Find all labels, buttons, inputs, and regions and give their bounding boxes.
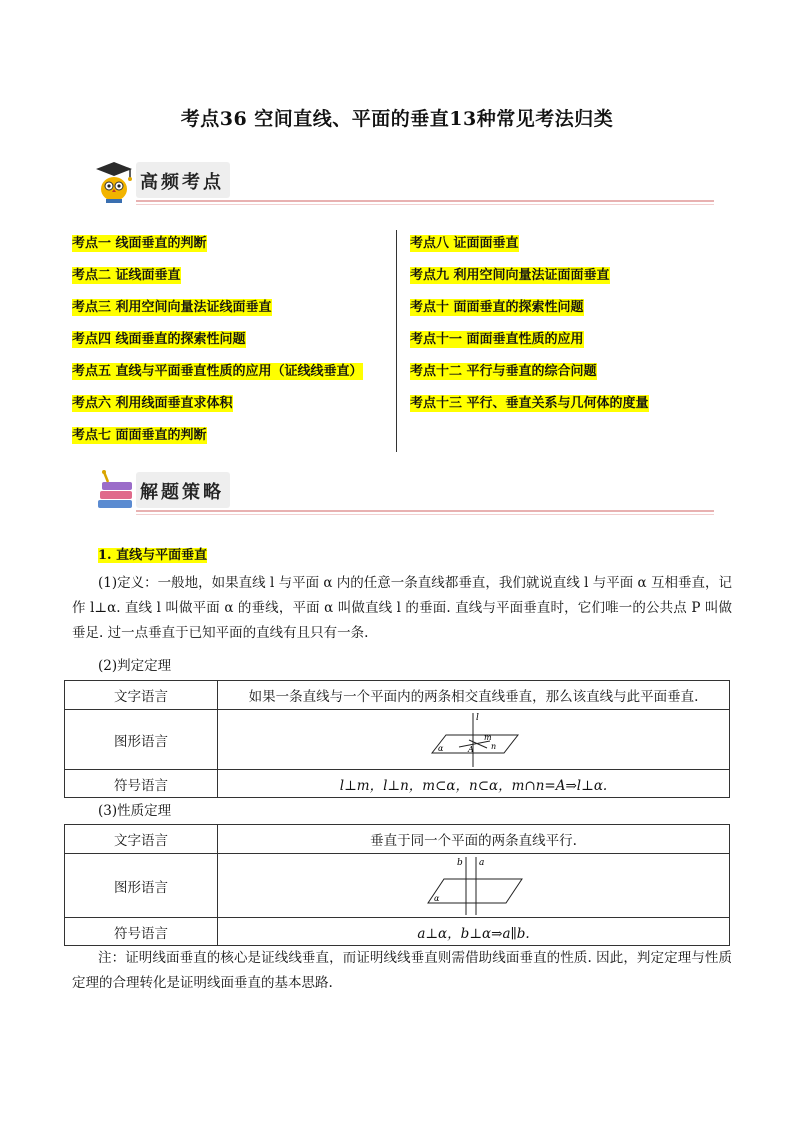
toc-item[interactable]: 考点七 面面垂直的判断 bbox=[72, 428, 207, 443]
figure-cell bbox=[218, 710, 730, 770]
table-key: 图形语言 bbox=[65, 710, 218, 770]
table-key: 文字语言 bbox=[65, 681, 218, 710]
figure-label-a-point: A bbox=[467, 744, 474, 754]
toc-item[interactable]: 考点十二 平行与垂直的综合问题 bbox=[410, 364, 597, 379]
table-key: 图形语言 bbox=[65, 854, 218, 918]
toc-item[interactable]: 考点八 证面面垂直 bbox=[410, 236, 519, 251]
line-perpendicular-plane-figure bbox=[414, 711, 534, 769]
figure-label-a: a bbox=[478, 857, 484, 868]
figure-label-alpha: α bbox=[437, 743, 443, 753]
property-theorem-table bbox=[64, 824, 730, 946]
figure-cell bbox=[218, 854, 730, 918]
judgement-theorem-table bbox=[64, 680, 730, 798]
note-paragraph: 注：证明线面垂直的核心是证线线垂直，而证明线线垂直则需借助线面垂直的性质. 因此，判定定理与性质定理的合理转化是证明线面垂直的基本思路. bbox=[72, 950, 732, 991]
table-key: 符号语言 bbox=[65, 918, 218, 946]
banner-strategy bbox=[90, 470, 714, 520]
banner-strategy-label: 解题策略 bbox=[140, 482, 224, 503]
figure-label-l: l bbox=[475, 712, 479, 723]
figure-label-b: b bbox=[456, 857, 463, 868]
property-heading: (3)性质定理 bbox=[98, 803, 172, 819]
judgement-heading: (2)判定定理 bbox=[98, 658, 172, 674]
toc-item[interactable]: 考点十三 平行、垂直关系与几何体的度量 bbox=[410, 396, 649, 411]
table-value: 垂直于同一个平面的两条直线平行. bbox=[218, 825, 730, 854]
toc-item[interactable]: 考点十一 面面垂直性质的应用 bbox=[410, 332, 584, 347]
definition-paragraph: (1)定义：一般地，如果直线 l 与平面 α 内的任意一条直线都垂直，我们就说直线 l 与平面 α 互相垂直，记作 l⊥α. 直线 l 叫做平面 α 的垂线，平面 α 叫做直线 l 的垂面. 直线与平面垂直时，它们唯一的公共点 P 叫做垂足. 过一点垂直于已知平面的直线有且只有一条. bbox=[72, 575, 732, 641]
toc-item[interactable]: 考点一 线面垂直的判断 bbox=[72, 236, 207, 251]
toc-right-column bbox=[410, 228, 649, 420]
table-value: 如果一条直线与一个平面内的两条相交直线垂直，那么该直线与此平面垂直. bbox=[218, 681, 730, 710]
toc-item[interactable]: 考点四 线面垂直的探索性问题 bbox=[72, 332, 246, 347]
figure-label-alpha: α bbox=[433, 893, 439, 903]
parallel-perpendiculars-figure bbox=[414, 855, 534, 917]
toc-item[interactable]: 考点二 证线面垂直 bbox=[72, 268, 181, 283]
table-key: 文字语言 bbox=[65, 825, 218, 854]
toc-item[interactable]: 考点九 利用空间向量法证面面垂直 bbox=[410, 268, 610, 283]
toc-left-column bbox=[72, 228, 363, 452]
toc-divider bbox=[396, 230, 397, 452]
table-value: l⊥m，l⊥n，m⊂α，n⊂α，m∩n=A⇒l⊥α. bbox=[218, 770, 730, 798]
banner-high-frequency-label: 高频考点 bbox=[140, 172, 224, 193]
toc-item[interactable]: 考点十 面面垂直的探索性问题 bbox=[410, 300, 584, 315]
book-stack-icon bbox=[94, 470, 138, 514]
table-value: a⊥α，b⊥α⇒a∥b. bbox=[218, 918, 730, 946]
figure-label-n: n bbox=[490, 741, 496, 751]
toc-item[interactable]: 考点三 利用空间向量法证线面垂直 bbox=[72, 300, 272, 315]
page-title: 考点36 空间直线、平面的垂直13种常见考法归类 bbox=[180, 108, 614, 130]
toc-item[interactable]: 考点六 利用线面垂直求体积 bbox=[72, 396, 233, 411]
figure-label-m: m bbox=[483, 732, 492, 742]
toc-item[interactable]: 考点五 直线与平面垂直性质的应用（证线线垂直） bbox=[72, 364, 363, 379]
banner-high-frequency bbox=[90, 160, 714, 210]
section-heading: 1. 直线与平面垂直 bbox=[98, 548, 208, 563]
scholar-owl-icon bbox=[92, 160, 136, 204]
table-key: 符号语言 bbox=[65, 770, 218, 798]
